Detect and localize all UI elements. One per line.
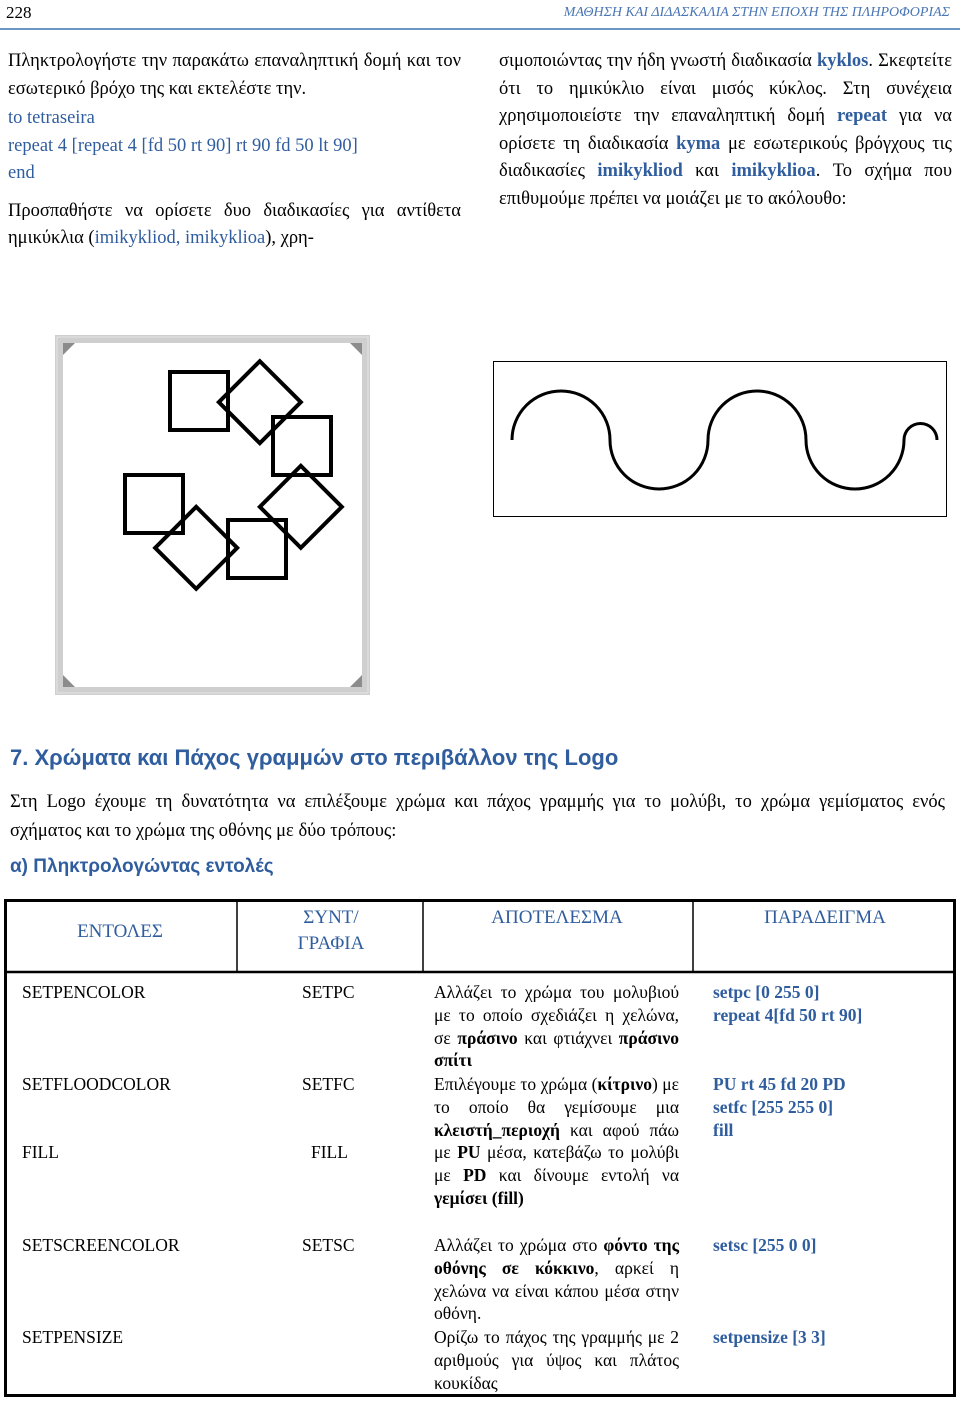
- subsection-title: α) Πληκτρολογώντας εντολές: [10, 856, 274, 877]
- table-row-result: Αλλάζει το χρώμα στο φόντο της οθόνης σε κόκκινο, αρκεί η χελώνα να είναι κάπου μέσα στην οθόνη.: [434, 1235, 679, 1324]
- code-line: to tetraseira: [8, 108, 95, 128]
- table-row-abbreviation: SETSC: [302, 1235, 355, 1255]
- wave-figure: [493, 361, 947, 517]
- table-row-result: Ορίζω το πάχος της γραμμής με 2 αριθμούς για ύψος και πλάτος κουκίδας: [434, 1327, 679, 1393]
- keyword-imikyklioa: imikyklioa: [731, 161, 816, 181]
- procedure-names: imikykliod, imikyklioa: [94, 228, 266, 248]
- table-row-example: setpc [0 255 0] repeat 4[fd 50 rt 90]: [713, 982, 863, 1025]
- table-row-command: FILL: [22, 1142, 59, 1162]
- table-row-abbreviation: FILL: [311, 1142, 348, 1162]
- rotated-squares-figure: [55, 335, 370, 695]
- table-row-command: SETPENCOLOR: [22, 982, 146, 1002]
- table-row-command: SETSCREENCOLOR: [22, 1235, 180, 1255]
- keyword-kyma: kyma: [676, 133, 721, 154]
- code-line: end: [8, 163, 35, 183]
- table-header-abbreviation: ΣΥΝΤ/ ΓΡΑΦΙΑ: [297, 907, 365, 954]
- table-row-result: Αλλάζει το χρώμα του μολυβιού με το οποίο σχεδιάζει η χελώνα, σε πράσινο και φτιάχνει πράσινο σπίτι: [434, 982, 679, 1071]
- page-number: 228: [6, 3, 32, 22]
- keyword-kyklos: kyklos: [816, 51, 869, 71]
- table-row-command: SETFLOODCOLOR: [22, 1074, 171, 1094]
- table-row-example: setpensize [3 3]: [713, 1327, 826, 1347]
- table-row-example: setsc [255 0 0]: [713, 1235, 817, 1255]
- table-row-command: SETPENSIZE: [22, 1327, 124, 1347]
- section-body: Στη Logo έχουμε τη δυνατότητα να επιλέξουμε χρώμα και πάχος γραμμής για το μολύβι, το χρώμα γεμίσματος ενός σχήματος και το χρώμα της οθόνης με δύο τρόπους:: [10, 792, 945, 841]
- squares-drawing: [55, 335, 370, 695]
- keyword-imikykliod: imikykliod: [597, 161, 683, 181]
- code-line: repeat 4 [repeat 4 [fd 50 rt 90] rt 90 fd 50 lt 90]: [8, 135, 358, 156]
- right-paragraph: σιμοποιώντας την ήδη γνωστή διαδικασία kyklos. Σκεφτείτε ότι το ημικύκλιο είναι μισός κύκλος. Στη συνέχεια χρησιμοποιείστε την επαναληπτική δομή repeat για να ορίσετε τη διαδικασία kyma με εσωτερικούς βρόγχους τις διαδικασίες imikykliod και imikyklioa. Το σχήμα που επιθυμούμε πρέπει να μοιάζει με το ακόλουθο:: [499, 51, 953, 209]
- table-header-commands: ΕΝΤΟΛΕΣ: [77, 921, 163, 942]
- page-header: [0, 0, 960, 30]
- table-row-abbreviation: SETFC: [302, 1074, 355, 1094]
- table-header-result: ΑΠΟΤΕΛΕΣΜΑ: [491, 907, 623, 928]
- table-header-example: ΠΑΡΑΔΕΙΓΜΑ: [764, 907, 886, 928]
- procedure-paragraph: Προσπαθήστε να ορίσετε δυο διαδικασίες για αντίθετα ημικύκλια (imikykliod, imikyklioa), χρη-: [8, 200, 461, 248]
- wave-drawing: [494, 362, 946, 516]
- table-row-abbreviation: SETPC: [302, 982, 355, 1002]
- intro-paragraph: Πληκτρολογήστε την παρακάτω επαναληπτική δομή και τον εσωτερικό βρόχο της και εκτελέστε την.: [8, 51, 461, 99]
- right-column: [499, 48, 952, 213]
- table-row-result: Επιλέγουμε το χρώμα (κίτρινο) με το οποίο θα γεμίσουμε μια κλειστή_περιοχή και αφού πάω με PU μέσα, κατεβάζω το μολύβι με PD και δίνουμε εντολή να γεμίσει (fill): [434, 1074, 679, 1208]
- keyword-repeat: repeat: [837, 106, 888, 126]
- running-title: ΜΑΘΗΣΗ ΚΑΙ ΔΙΔΑΣΚΑΛΙΑ ΣΤΗΝ ΕΠΟΧΗ ΤΗΣ ΠΛΗΡΟΦΟΡΙΑΣ: [563, 5, 950, 20]
- section-title: 7. Χρώματα και Πάχος γραμμών στο περιβάλλον της Logo: [10, 745, 619, 770]
- left-column: [8, 48, 461, 253]
- table-row-example: PU rt 45 fd 20 PD setfc [255 255 0] fill: [713, 1074, 846, 1140]
